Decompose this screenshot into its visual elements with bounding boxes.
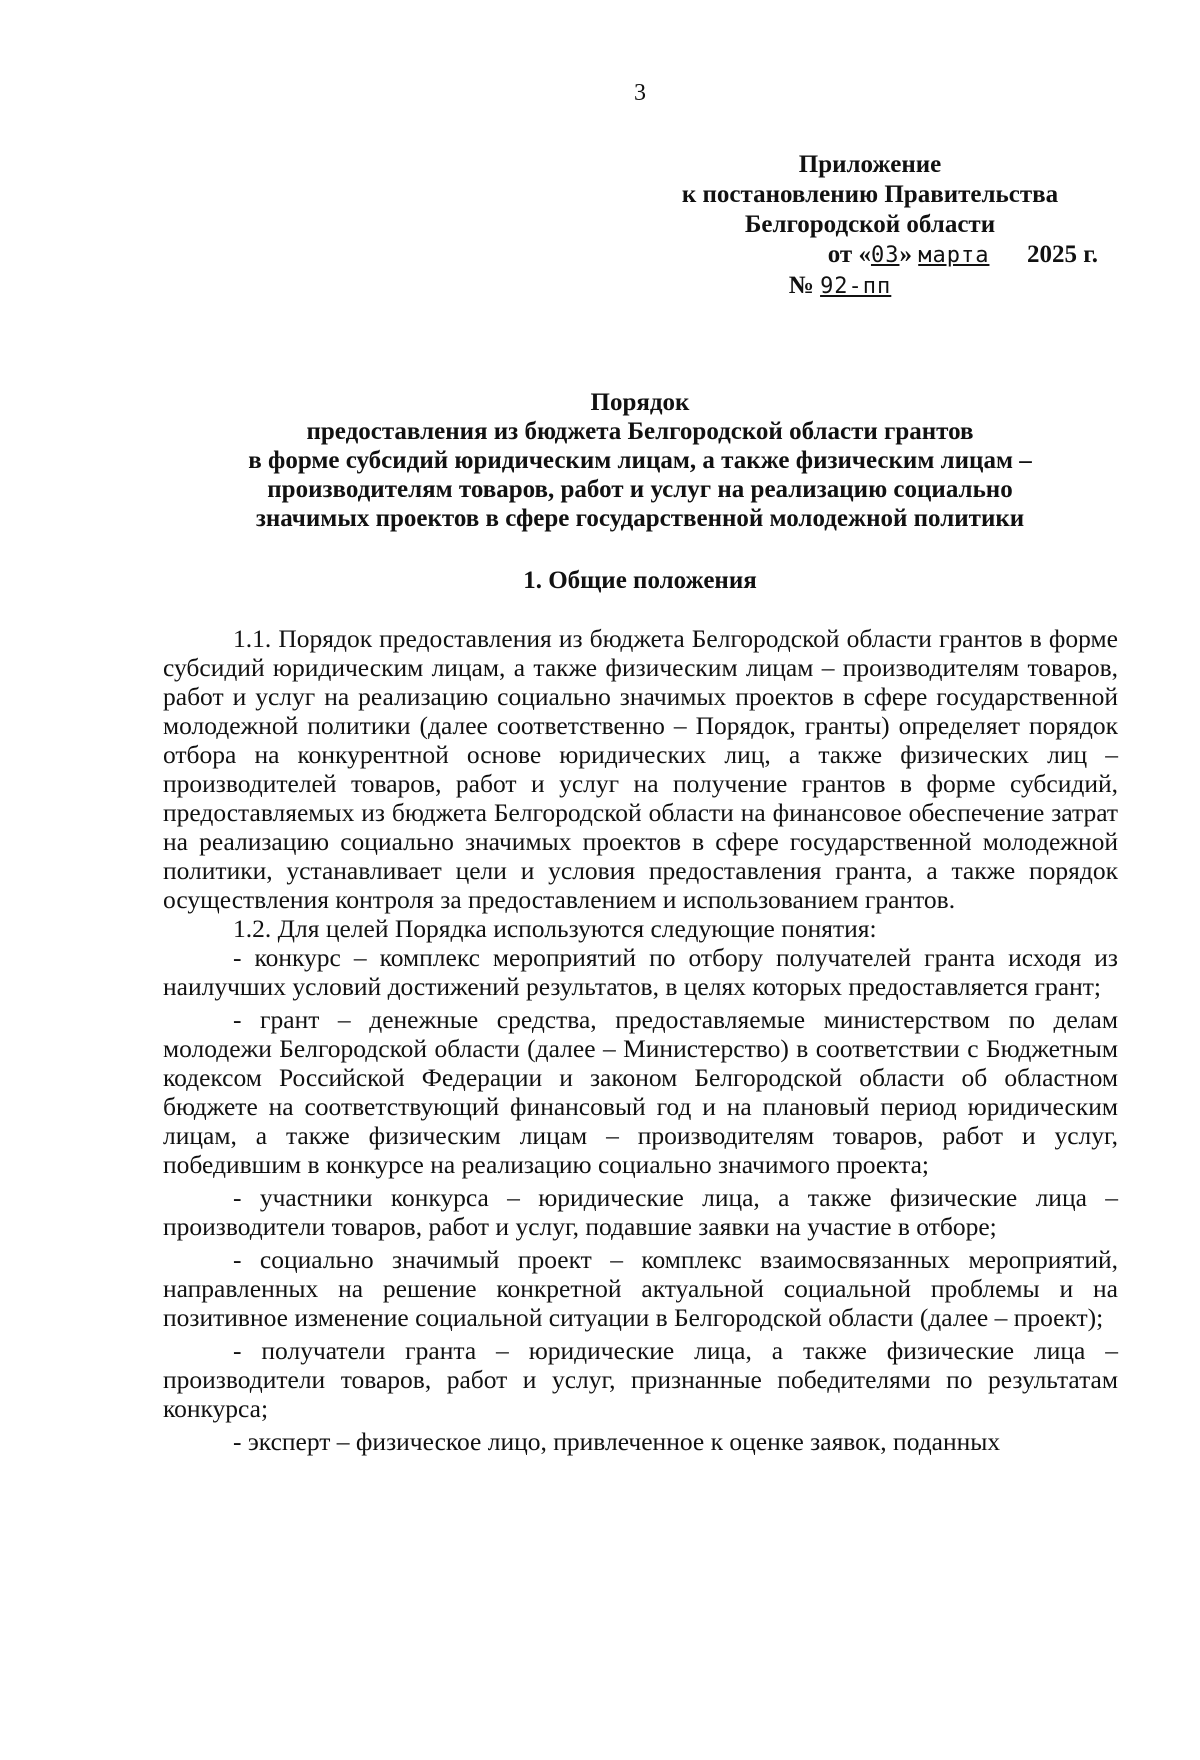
date-mid: » [899,241,912,268]
date-prefix: от « [827,241,871,268]
definition-expert: - эксперт – физическое лицо, привлеченное к оценке заявок, поданных [233,1427,1001,1456]
appendix-block [620,150,1120,302]
document-title [160,388,1120,533]
appendix-resolution-line: к постановлению Правительства [681,181,1059,208]
title-line-2: предоставления из бюджета Белгородской области грантов [306,418,974,445]
date-month: марта [918,243,990,268]
date-year: 2025 г. [1026,241,1098,268]
page-number: 3 [634,80,646,106]
title-line-5: значимых проектов в сфере государственной молодежной политики [255,505,1025,532]
date-day: 03 [870,243,900,268]
definition-project: - социально значимый проект – комплекс взаимосвязанных мероприятий, направленных на решение конкретной актуальной социальной проблемы и на позитивное изменение социальной ситуации в Белгородской области (далее – проект); [163,1245,1118,1332]
title-line-1: Порядок [590,389,690,416]
title-line-4: производителям товаров, работ и услуг на реализацию социально [267,476,1013,503]
definition-grant: - грант – денежные средства, предоставляемые министерством по делам молодежи Белгородской области (далее – Министерство) в соответствии с Бюджетным кодексом Российской Федерации и законом Белгородской области об областном бюджете на соответствующий финансовый год и на плановый период юридическим лицам, а также физическим лицам – производителям товаров, работ и услуг, победившим в конкурсе на реализацию социально значимого проекта; [163,1005,1118,1179]
appendix-region-line: Белгородской области [744,211,996,238]
appendix-title: Приложение [798,151,942,178]
number-prefix: № [788,272,814,299]
appendix-number-line [620,271,1120,302]
document-body [163,624,1118,1456]
section-heading: 1. Общие положения [523,567,757,594]
definition-contest: - конкурс – комплекс мероприятий по отбору получателей гранта исходя из наилучших условий достижений результатов, в целях которых предоставляется грант; [163,943,1118,1001]
number-value: 92-пп [820,274,892,299]
paragraph-1-1: 1.1. Порядок предоставления из бюджета Белгородской области грантов в форме субсидий юридическим лицам, а также физическим лицам – производителям товаров, работ и услуг на реализацию социально значимых проектов в сфере государственной молодежной политики (далее соответственно – Порядок, гранты) определяет порядок отбора на конкурентной основе юридических лиц, а также физических лиц – производителей товаров, работ и услуг на получение грантов в форме субсидий, предоставляемых из бюджета Белгородской области на финансовое обеспечение затрат на реализацию социально значимых проектов в сфере государственной молодежной политики, устанавливает цели и условия предоставления гранта, а также порядок осуществления контроля за предоставлением и использованием грантов. [163,624,1118,914]
definition-recipients: - получатели гранта – юридические лица, а также физические лица – производители товаров, работ и услуг, признанные победителями по результатам конкурса; [163,1336,1118,1423]
paragraph-1-2: 1.2. Для целей Порядка используются следующие понятия: [233,914,877,943]
appendix-date-line [620,240,1120,271]
title-line-3: в форме субсидий юридическим лицам, а также физическим лицам – [248,447,1032,474]
definition-participants: - участники конкурса – юридические лица, а также физические лица – производители товаров, работ и услуг, подавшие заявки на участие в отборе; [163,1183,1118,1241]
